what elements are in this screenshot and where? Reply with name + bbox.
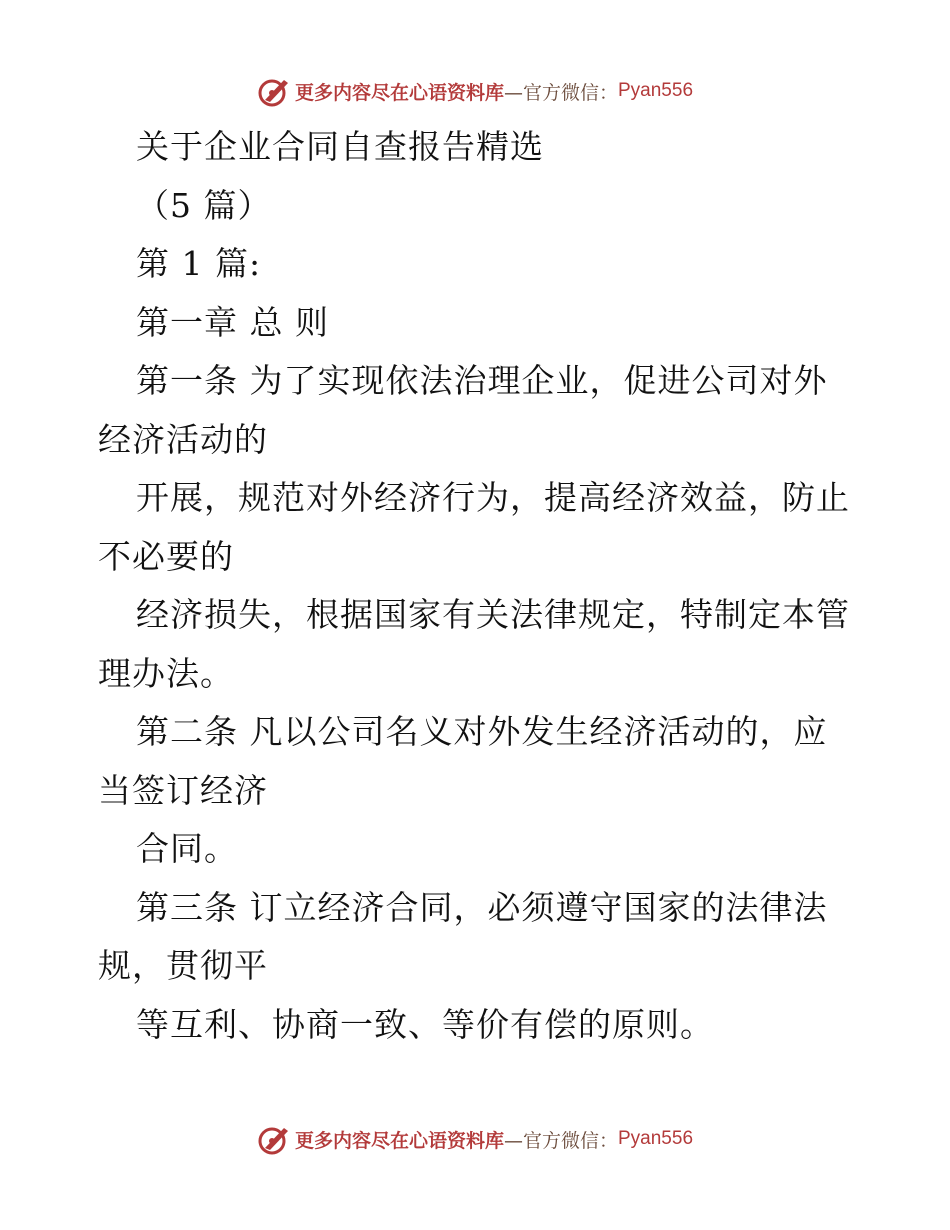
document-line: 第一条 为了实现依法治理企业，促进公司对外 bbox=[136, 361, 828, 400]
banner-main-text: 更多内容尽在心语资料库 bbox=[294, 81, 504, 104]
document-line: 开展，规范对外经济行为，提高经济效益，防止 bbox=[136, 478, 850, 517]
document-line: 第二条 凡以公司名义对外发生经济活动的，应 bbox=[136, 712, 828, 751]
document-line: 第 1 篇: bbox=[136, 244, 262, 283]
footer-banner bbox=[0, 1122, 950, 1156]
document-line: 规，贯彻平 bbox=[98, 946, 268, 985]
header-banner bbox=[0, 74, 950, 108]
document-line: 当签订经济 bbox=[98, 770, 268, 810]
banner-wechat-id: Pyan556 bbox=[618, 1128, 694, 1149]
document-line: 关于企业合同自查报告精选 bbox=[136, 127, 544, 166]
document-body bbox=[98, 118, 858, 1054]
document-line: 合同。 bbox=[136, 829, 238, 868]
document-line: 理办法。 bbox=[98, 653, 234, 693]
document-line: 经济损失，根据国家有关法律规定，特制定本管 bbox=[136, 595, 850, 634]
banner-sub-text: —官方微信： bbox=[503, 1129, 618, 1152]
document-line: 第三条 订立经济合同，必须遵守国家的法律法 bbox=[136, 887, 828, 927]
quill-seal-logo-icon bbox=[257, 74, 291, 108]
banner-main-text: 更多内容尽在心语资料库 bbox=[294, 1129, 504, 1152]
document-line: 不必要的 bbox=[98, 536, 234, 576]
document-line: （5 篇） bbox=[136, 185, 272, 225]
document-line: 等互利、协商一致、等价有偿的原则。 bbox=[136, 1004, 714, 1044]
document-line: 第一章 总 则 bbox=[136, 302, 329, 342]
document-line: 经济活动的 bbox=[98, 419, 268, 459]
quill-seal-logo-icon bbox=[257, 1122, 291, 1156]
banner-sub-text: —官方微信： bbox=[503, 81, 618, 104]
banner-wechat-id: Pyan556 bbox=[618, 80, 694, 101]
